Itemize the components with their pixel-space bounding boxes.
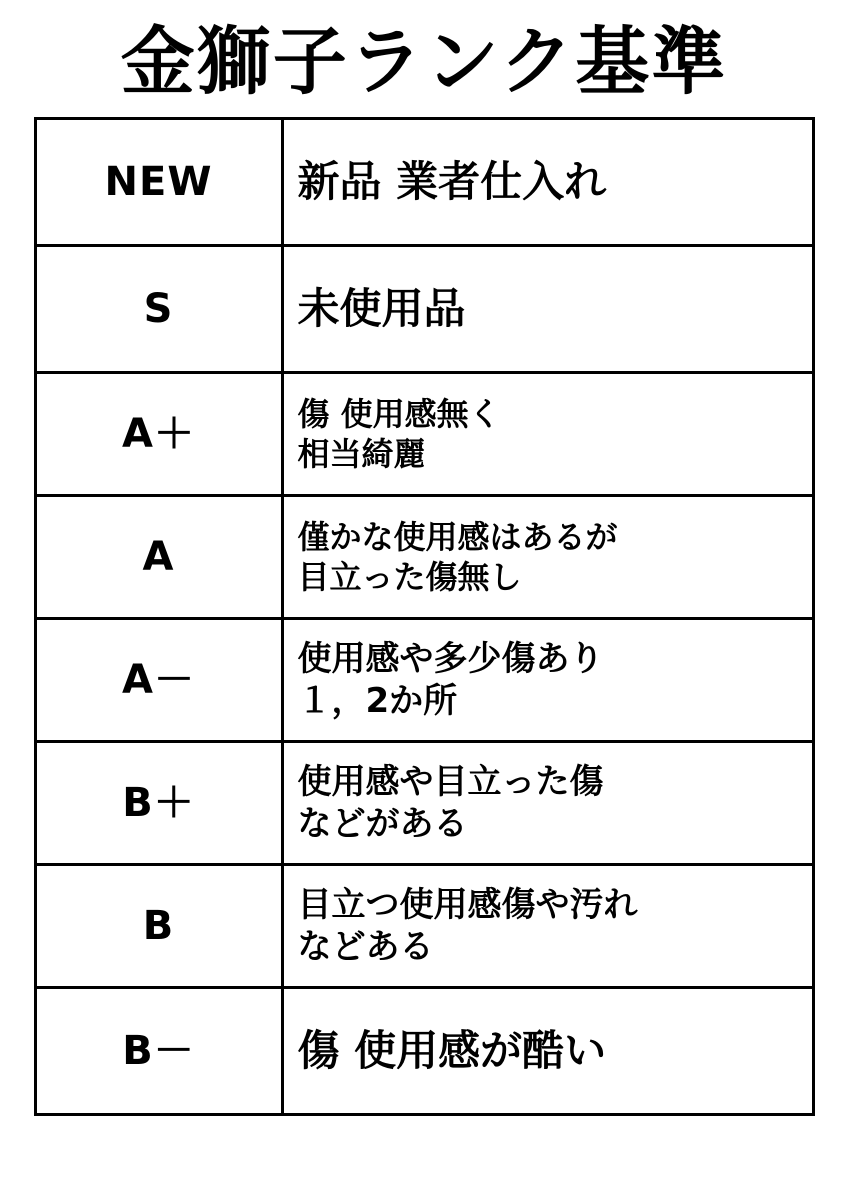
- table-row: [35, 742, 813, 865]
- description-cell: [282, 865, 813, 988]
- description-line: 使用感や目立った傷: [297, 761, 604, 802]
- description-line: 傷 使用感が酷い: [297, 1026, 607, 1076]
- grade-label: NEW: [104, 159, 213, 206]
- grade-cell: [35, 865, 282, 988]
- page-title: 金獅子ランク基準: [120, 19, 728, 105]
- description-cell: [282, 119, 813, 246]
- description-cell: [282, 373, 813, 496]
- grade-cell: [35, 742, 282, 865]
- table-row: [35, 865, 813, 988]
- description-line: などある: [297, 927, 434, 968]
- description-line: 未使用品: [297, 284, 466, 334]
- description-line: 使用感や多少傷あり: [297, 638, 604, 679]
- grade-cell: [35, 496, 282, 619]
- description-line: １，2か所: [297, 681, 458, 722]
- grade-label: A: [142, 534, 175, 581]
- grade-label: S: [143, 286, 174, 333]
- description-cell: [282, 246, 813, 373]
- table-row: [35, 988, 813, 1115]
- description-line: 目立った傷無し: [297, 558, 522, 597]
- grade-label: B: [142, 903, 175, 950]
- table-row: [35, 373, 813, 496]
- description-cell: [282, 742, 813, 865]
- grade-cell: [35, 119, 282, 246]
- grade-cell: [35, 373, 282, 496]
- table-row: [35, 119, 813, 246]
- grade-cell: [35, 619, 282, 742]
- description-cell: [282, 619, 813, 742]
- description-line: 相当綺麗: [297, 435, 426, 474]
- grade-cell: [35, 988, 282, 1115]
- description-line: 新品 業者仕入れ: [297, 157, 607, 207]
- description-line: 傷 使用感無く: [297, 395, 501, 434]
- grade-label: A－: [122, 657, 195, 704]
- table-row: [35, 496, 813, 619]
- table-row: [35, 619, 813, 742]
- description-line: 目立つ使用感傷や汚れ: [297, 884, 638, 925]
- rank-criteria-table: [34, 117, 815, 1116]
- description-line: などがある: [297, 804, 468, 845]
- description-cell: [282, 496, 813, 619]
- table-row: [35, 246, 813, 373]
- description-cell: [282, 988, 813, 1115]
- grade-label: B＋: [122, 780, 195, 827]
- grade-label: B－: [122, 1028, 195, 1075]
- grade-cell: [35, 246, 282, 373]
- grade-label: A＋: [122, 411, 195, 458]
- description-line: 僅かな使用感はあるが: [297, 518, 618, 557]
